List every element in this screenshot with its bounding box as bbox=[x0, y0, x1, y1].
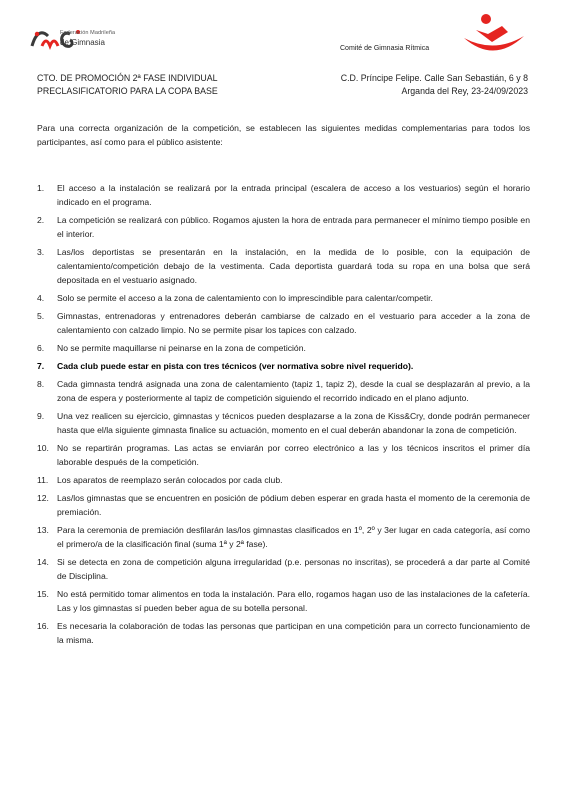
rule-number: 6. bbox=[37, 343, 45, 353]
rule-item bbox=[37, 473, 530, 487]
rule-number: 3. bbox=[37, 247, 45, 257]
rule-item bbox=[37, 309, 530, 337]
rule-number: 5. bbox=[37, 311, 45, 321]
rule-item bbox=[37, 491, 530, 519]
rule-text: Solo se permite el acceso a la zona de calentamiento con lo imprescindible para calentar/competir. bbox=[57, 293, 433, 303]
rule-text: Para la ceremonia de premiación desfilarán las/los gimnastas clasificados en 1º, 2º y 3er lugar en cada categoría, así como el primero/a de la clasificación final (suma 1ª y 2ª fase). bbox=[57, 525, 530, 549]
rule-number: 14. bbox=[37, 557, 49, 567]
rule-text: Las/los deportistas se presentarán en la instalación, en la medida de lo posible, con la equipación de calentamiento/competición debajo de la vestimenta. Cada deportista guardará toda su ropa en una bolsa que será depositada en el vestuario asignado. bbox=[57, 247, 530, 285]
rule-number: 4. bbox=[37, 293, 45, 303]
rule-item bbox=[37, 291, 530, 305]
rule-item bbox=[37, 377, 530, 405]
rule-item bbox=[37, 359, 530, 373]
rule-text: Cada gimnasta tendrá asignada una zona de calentamiento (tapiz 1, tapiz 2), desde la cual se desplazarán al previo, a la zona de espera y posteriormente al tapiz de competición siguiendo el recorrido indicado en el plano adjunto. bbox=[57, 379, 530, 403]
competition-title bbox=[37, 72, 218, 98]
rule-text: No se permite maquillarse ni peinarse en la zona de competición. bbox=[57, 343, 306, 353]
rule-item bbox=[37, 555, 530, 583]
rule-number: 7. bbox=[37, 361, 45, 371]
rule-number: 2. bbox=[37, 215, 45, 225]
rule-text: Los aparatos de reemplazo serán colocados por cada club. bbox=[57, 475, 283, 485]
rule-item bbox=[37, 409, 530, 437]
rule-number: 15. bbox=[37, 589, 49, 599]
rule-text: No está permitido tomar alimentos en toda la instalación. Para ello, rogamos hagan uso de las instalaciones de la cafetería. Las y los gimnastas sí pueden beber agua de su botella personal. bbox=[57, 589, 530, 613]
venue-address: C.D. Príncipe Felipe. Calle San Sebastián, 6 y 8 bbox=[340, 73, 528, 83]
rule-text: El acceso a la instalación se realizará por la entrada principal (escalera de acceso a los vestuarios) según el horario indicado en el programa. bbox=[57, 183, 530, 207]
rule-number: 12. bbox=[37, 493, 49, 503]
venue-info bbox=[341, 72, 528, 98]
rule-item bbox=[37, 441, 530, 469]
rule-number: 11. bbox=[37, 475, 49, 485]
committee-logo bbox=[458, 12, 530, 58]
venue-date: Arganda del Rey, 23-24/09/2023 bbox=[401, 86, 528, 96]
rule-number: 9. bbox=[37, 411, 45, 421]
rule-text: Una vez realicen su ejercicio, gimnastas y técnicos pueden desplazarse a la zona de Kiss&Cry, donde podrán permanecer hasta que el/la siguiente gimnasta finalice su actuación, momento en el cual deberán abandonar la zona de competición. bbox=[57, 411, 530, 435]
rule-item bbox=[37, 245, 530, 287]
rule-item bbox=[37, 181, 530, 209]
competition-title-line1: CTO. DE PROMOCIÓN 2ª FASE INDIVIDUAL bbox=[37, 73, 218, 83]
rule-number: 8. bbox=[37, 379, 45, 389]
federation-name-line1: Federación Madrileña bbox=[60, 30, 116, 36]
committee-name: Comité de Gimnasia Rítmica bbox=[340, 45, 430, 52]
rule-text: Cada club puede estar en pista con tres técnicos (ver normativa sobre nivel requerido). bbox=[57, 361, 414, 371]
rule-text: Si se detecta en zona de competición alguna irregularidad (p.e. personas no inscritas), se procederá a dar parte al Comité de Disciplina. bbox=[57, 557, 530, 581]
rule-text: Es necesaria la colaboración de todas las personas que participan en una competición para un correcto funcionamiento de la misma. bbox=[57, 621, 530, 645]
rule-item bbox=[37, 213, 530, 241]
rule-text: Gimnastas, entrenadoras y entrenadores deberán cambiarse de calzado en el vestuario para acceder a la zona de calentamiento con calzado limpio. No se permite pisar los tapices con calzado. bbox=[57, 311, 530, 335]
competition-title-line2: PRECLASIFICATORIO PARA LA COPA BASE bbox=[37, 86, 218, 96]
rule-item bbox=[37, 523, 530, 551]
rule-number: 10. bbox=[37, 443, 49, 453]
rule-text: No se repartirán programas. Las actas se enviarán por correo electrónico a las y los técnicos inscritos el primer día laborable después de la competición. bbox=[57, 443, 530, 467]
federation-name-line2: de Gimnasia bbox=[60, 38, 105, 47]
intro-paragraph: Para una correcta organización de la competición, se establecen las siguientes medidas complementarias para todos los participantes, así como para el público asistente: bbox=[37, 123, 530, 147]
rule-text: La competición se realizará con público. Rogamos ajusten la hora de entrada para permanecer el mínimo tiempo posible en el interior. bbox=[57, 215, 530, 239]
rule-item bbox=[37, 587, 530, 615]
rules-list bbox=[37, 181, 530, 651]
rule-item bbox=[37, 341, 530, 355]
gymnast-logo-icon bbox=[458, 12, 530, 58]
rule-item bbox=[37, 619, 530, 647]
rule-text: Las/los gimnastas que se encuentren en posición de pódium deben esperar en grada hasta el momento de la ceremonia de premiación. bbox=[57, 493, 530, 517]
rule-number: 13. bbox=[37, 525, 49, 535]
rule-number: 16. bbox=[37, 621, 49, 631]
rule-number: 1. bbox=[37, 183, 45, 193]
